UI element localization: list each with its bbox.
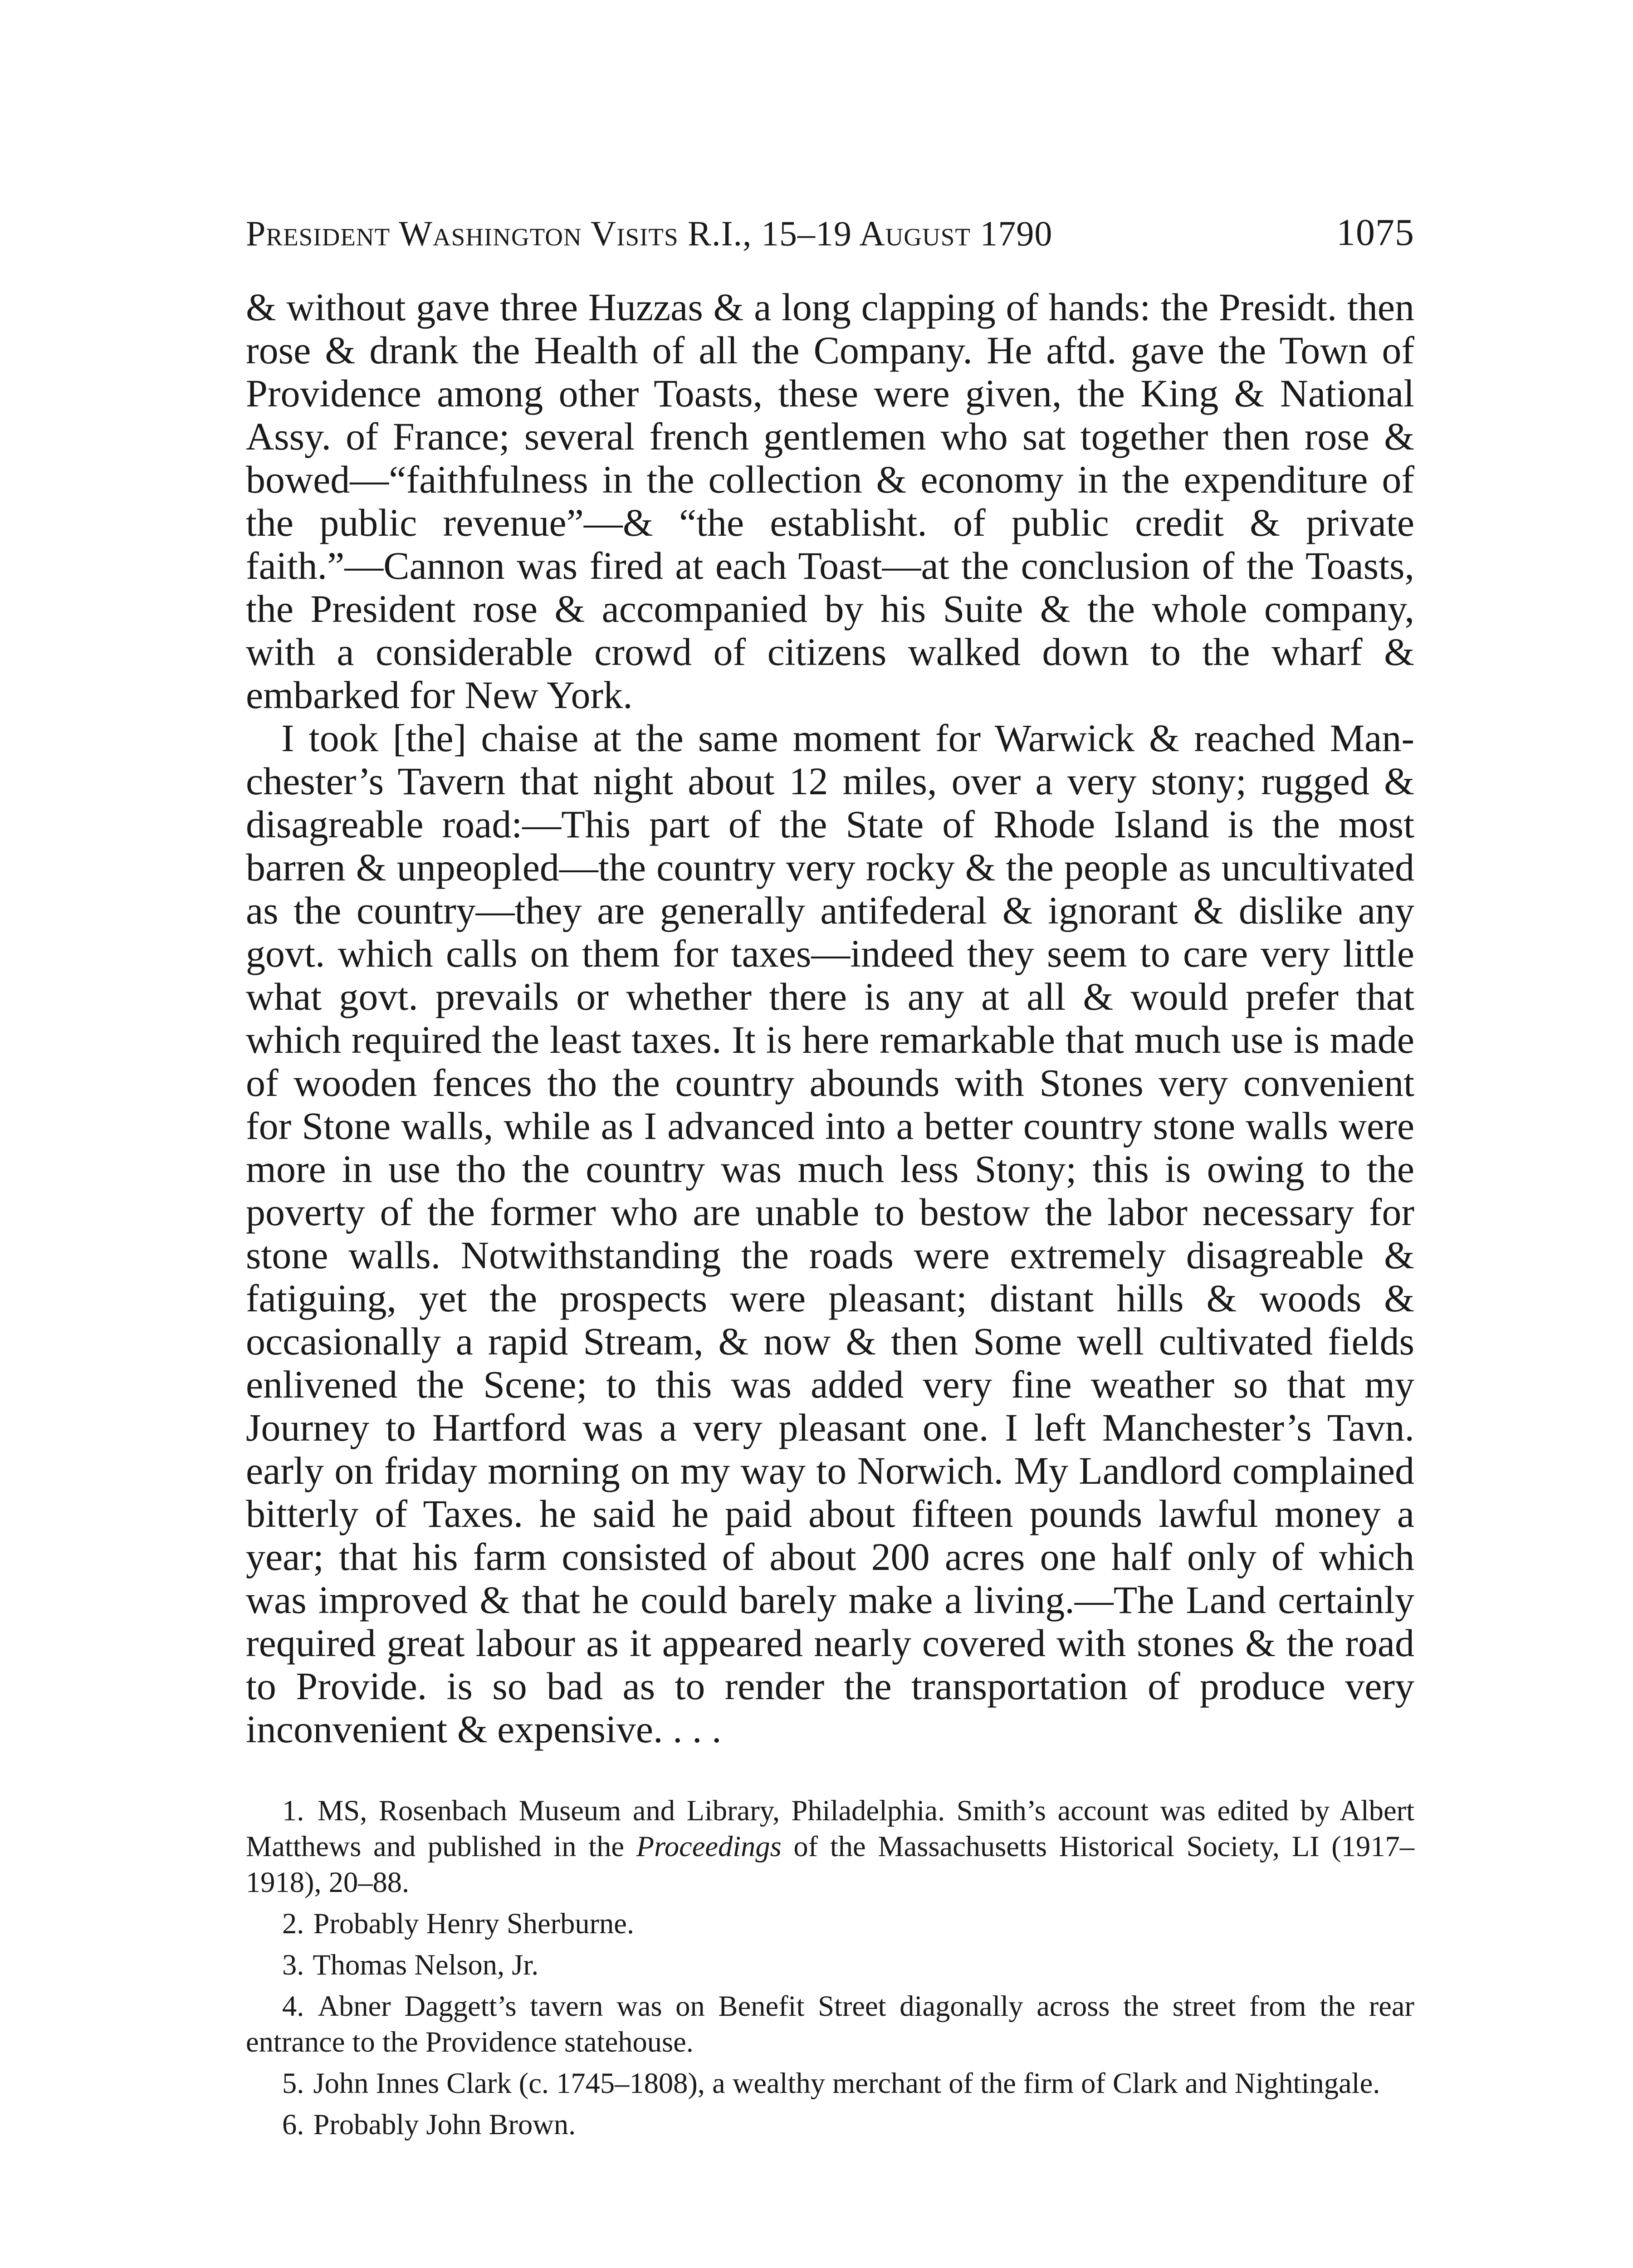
- body-paragraph: I took [the] chaise at the same moment for Warwick & reached Manchester’s Tavern that night about 12 miles, over a very stony; rugged & disagreable road:—This part of the State of Rhode Island is the most barren & unpeopled—the country very rocky & the people as uncultivated as the country—they are generally antifederal & ignorant & dislike any govt. which calls on them for taxes—indeed they seem to care very little what govt. prevails or whether there is any at all & would prefer that which required the least taxes. It is here remarkable that much use is made of wooden fences tho the country abounds with Stones very convenient for Stone walls, while as I advanced into a better country stone walls were more in use tho the country was much less Stony; this is owing to the poverty of the former who are unable to bestow the labor necessary for stone walls. Notwithstanding the roads were extremely disagreable & fatiguing, yet the prospects were pleasant; distant hills & woods & occasionally a rapid Stream, & now & then Some well cultivated fields enlivened the Scene; to this was added very fine weather so that my Journey to Hartford was a very pleasant one. I left Manchester’s Tavn. early on friday morning on my way to Norwich. My Landlord complained bitterly of Taxes. he said he paid about fifteen pounds lawful money a year; that his farm consisted of about 200 acres one half only of which was improved & that he could barely make a living.—The Land certainly required great labour as it appeared nearly covered with stones & the road to Provide. is so bad as to render the transportation of produce very inconvenient & expensive. . . .: [246, 716, 1414, 1751]
- running-head-title: President Washington Visits R.I., 15–19 August 1790: [246, 214, 1053, 253]
- footnote-text: Probably John Brown.: [313, 2108, 576, 2141]
- footnote-number: 4.: [282, 1990, 304, 2022]
- footnotes: [246, 1793, 1414, 2142]
- footnote-3: [246, 1947, 1414, 1983]
- footnote-text: of the Massachusetts Historical Society, LI (1917–1918), 20–88.: [246, 1830, 1415, 1898]
- footnote-number: 6.: [282, 2108, 304, 2141]
- footnote-text: Thomas Nelson, Jr.: [313, 1949, 539, 1981]
- footnote-italic-title: Proceedings: [636, 1830, 782, 1862]
- footnote-number: 1.: [282, 1794, 304, 1827]
- footnote-4: [246, 1988, 1414, 2060]
- book-page: [246, 213, 1414, 2148]
- body-paragraph: & without gave three Huzzas & a long clapping of hands: the Presidt. then rose & drank the Health of all the Company. He aftd. gave the Town of Providence among other Toasts, these were given, the King & National Assy. of France; several french gentlemen who sat together then rose & bowed—“faithfulness in the collection & economy in the expenditure of the public revenue”—& “the establisht. of public credit & private faith.”—Cannon was fired at each Toast—at the conclusion of the Toasts, the President rose & accompanied by his Suite & the whole company, with a considerable crowd of citizens walked down to the wharf & embarked for New York.: [246, 285, 1414, 717]
- footnote-text: Probably Henry Sherburne.: [313, 1907, 635, 1940]
- footnote-number: 3.: [282, 1949, 304, 1981]
- footnote-number: 2.: [282, 1907, 304, 1940]
- footnote-2: [246, 1906, 1414, 1941]
- footnote-text: John Innes Clark (c. 1745–1808), a wealthy merchant of the firm of Clark and Nightingale.: [313, 2067, 1380, 2099]
- body-text: [246, 286, 1414, 1751]
- page-number: 1075: [1336, 211, 1414, 254]
- footnote-number: 5.: [282, 2067, 304, 2099]
- footnote-6: [246, 2107, 1414, 2142]
- footnote-5: [246, 2065, 1414, 2101]
- footnote-1: [246, 1793, 1414, 1900]
- running-head: [246, 213, 1414, 263]
- footnote-text: MS, Rosenbach Museum and Library, Philadelphia. Smith’s account was edited by Albert Matthews and published in the: [246, 1794, 1415, 1862]
- footnote-text: Abner Daggett’s tavern was on Benefit Street diagonally across the street from the rear entrance to the Providence statehouse.: [246, 1990, 1414, 2058]
